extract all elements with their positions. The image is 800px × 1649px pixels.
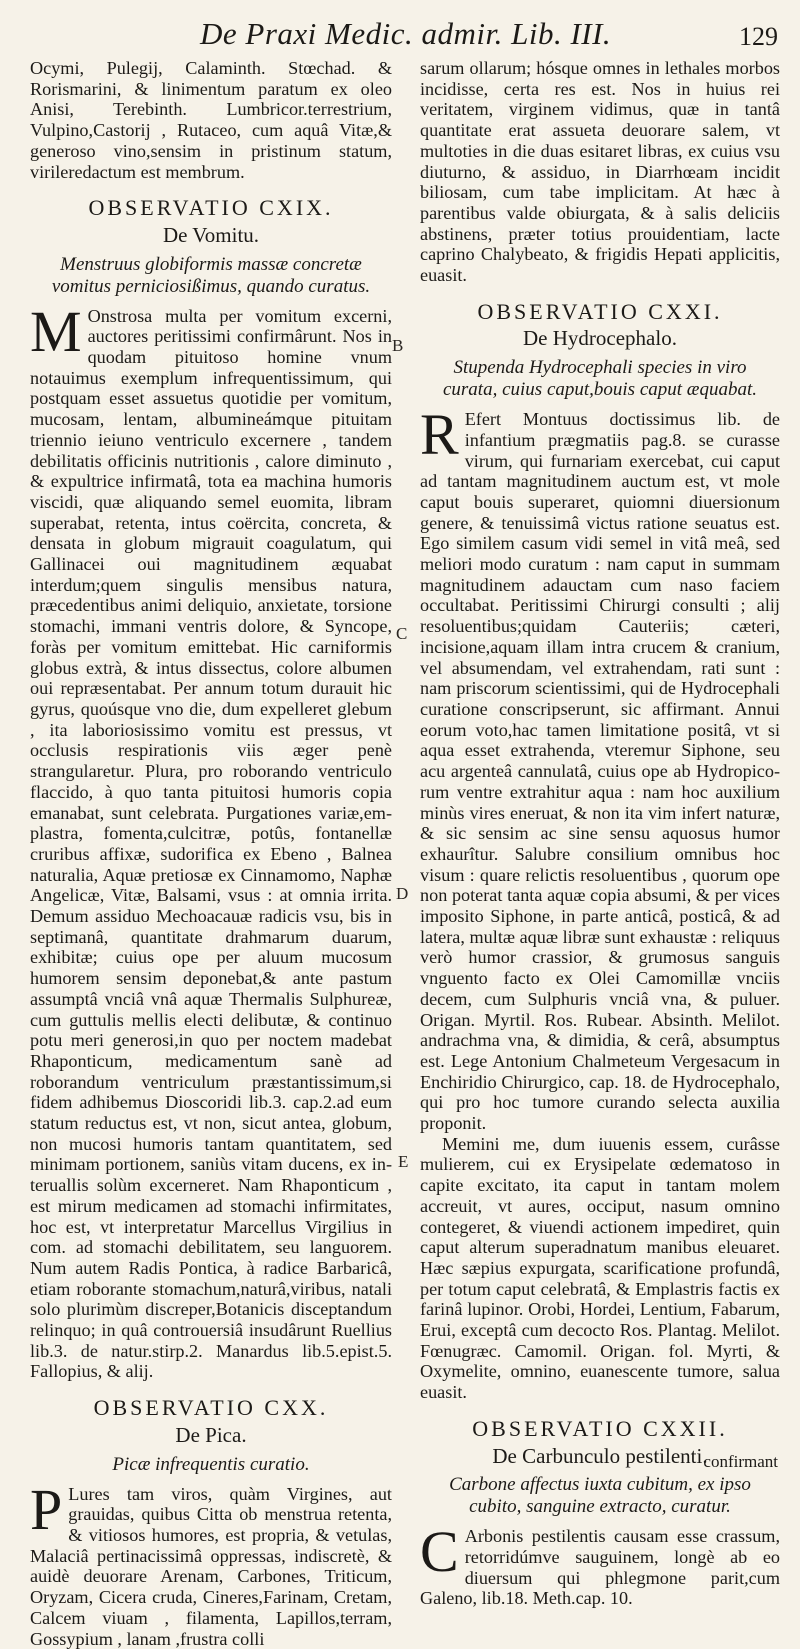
drop-cap: M <box>30 298 82 364</box>
observation-heading: OBSERVATIO CXXI. <box>477 298 723 324</box>
margin-letter-c: C <box>396 624 408 643</box>
observation-lemma: Stupenda Hydrocephali species in viro curata, cuius caput,bouis caput æquabat. <box>442 357 757 401</box>
observation-lemma: Picæ infrequentis curatio. <box>112 1453 310 1475</box>
catchword: confirmant <box>703 1452 778 1471</box>
observation-body-continued: Memini me, dum iuuenis essem, curâsse mulierem, cui ex Erysipelate œdematoso in capite excitato, ita caput in tantam molem accreuit, vt aures, occiput, nasum omnino contegeret, & viuendi actionem impediret, quin caput alterum superadnatum manibus eleuaret. Hæc sæpius expurgata, scarificatione profundâ, per totum caput celebratâ, & Emplastris factis ex farinâ lupinor. Orobi, Hordei, Lentium, Fabarum, Erui, exceptâ cum decocto Ros. Plantag. Melilot. Fœnugræc. Camomil. Origan. fol. Myrti, & Oxymelite, omnino, euanescente tumore, salua euasit. <box>420 1133 780 1403</box>
drop-cap: R <box>420 402 459 468</box>
body-text: Onstrosa multa per vomitum excerni, auctores peritissimi confirmârunt. Nos in quodam pituitoso homine vnum notauimus exemplum infrequentissimum, qui postquam esset assuetus quotidie per vomitum, mucosam, lentam, albumineámque pituitam triennio ieiuno ventriculo excernere , tandem debilitatis officinis nutritionis , calore diminuto , & expultrice infirmatâ, tota ea machina humoris viscidi, quæ aliquando semel euomita, libram superabat, retenta, intus coërcita, concreta, & densata in globum migrauit coagulatum, qui Gallinacei oui magnitudinem æquabat interdum;quem singulis mensibus natura, præcedentibus animi deliquio, anxietate, torsione stomachi, immani ventris dolore, & Syncope, foràs per vomitum emittebat. Hic carniformis globus extrà, & intus dissectus, colore albumen oui repræsentabat. Per annum totum durauit hic gyrus, quoúsque vno die, dum expelleret glebum , ita laboriosissimo vomitu est pressus, vt occlusis respirationis viis æger penè strangularetur. Plura, pro roborando ventriculo flaccido, à quo tanta pituitosi humoris copia emanabat, sunt celebrata. Purgationes variæ,emplastra, fomenta,culcitræ, potûs, fontanellæ cruribus affixæ, sudorifica ex Ebeno , Balnea naturalia, Aquæ pretiosæ ex Cinnamomo, Naphæ Angelicæ, Vitæ, Balsami, vsus : at omnia irrita. Demum assiduo Mechoacauæ radicis vsu, bis in septimanâ, quantitate drahmarum duarum, exhibitæ; cuius ope per aluum mucosum humorem sensim deponebat,& ante pastum assumptâ vnciâ vnâ aquæ Thermalis Sulphureæ, cum guttulis mellis electi delibutæ, & continuo potu meri generosi,in quo per noctem madebat Rhaponticum, medicamentum sanè ad roborandum ventriculum præstantissimum,si fidem adhibemus Dioscoridi lib.3. cap.2.ad eum statum reductus est, vt non, sicut antea, globum, non mucosi humoris tantam quantitatem, sed minimam portionem, saniùs vitam ducens, ex interuallis solùm excerneret. Nam Rhaponticum , est mirum medicamen ad stomachi infirmitates, hoc est, vt interpretatur Marcellus Virgilius in com. ad stomachi debilitatem, seu languorem. Num autem Radis Pontica, à radice Barbaricâ, etiam roborante stomachum,naturâ,viribus, natali solo plurimùm discreper,Botanicis disceptandum relinquo; in quâ controuersiâ insudârunt Ruellius lib.3. de natur.stirp.2. Manardus lib.5.epist.5. Fallopius, & alij. <box>30 305 392 1382</box>
observation-subtitle: De Carbunculo pestilenti. <box>492 1443 708 1468</box>
right-column <box>420 58 780 1609</box>
page-number: 129 <box>739 22 778 51</box>
observation-subtitle: De Hydrocephalo. <box>523 326 677 351</box>
margin-letter-e: E <box>398 1152 409 1171</box>
margin-letter-b: B <box>392 336 404 355</box>
running-title: De Praxi Medic. admir. Lib. III. <box>200 16 612 51</box>
body-text: Efert Montuus doctissimus lib. de infantium prægmatiis pag.8. se curasse virum, qui furnariam exercebat, cui caput ad tantam magnitudinem auctum est, vt mole caput bouis superaret, quiomni diuersionum genere, & tenuissimâ victus ratione seuatus est. Ego similem casum vidi semel in vitâ meâ, sed meliori modo curatum : nam caput in summam magnitudinem adauctam cum naso faciem occultabat. Peritissimi Chirurgi consulti ; alij resoluentibus;quidam Cauteriis; cæteri, incisione,aquam illam intra crucem & cranium, vel absumendam, vel extrahendam, rati sunt : nam priscorum scientissimi, qui de Hydrocephali curatione conscripserunt, sic affirmant. Annui eorum voto,hac tamen limitatione positâ, vt si aqua esset extrahenda, vteremur Siphone, seu acu argenteâ cannulatâ, cuius ope ab Hydropicorum ventre extrahitur aqua : nam hoc auxilium minùs vires eneruat, & non ita vim infert naturæ, & sic sensim ac sine sensu aquosus humor exhaurîtur. Salubre consilium omnibus hoc visum : quare relictis resoluentibus , quorum ope non poterat tanta aquæ copia absumi, & per vices imposito Siphone, in parte anticâ, posticâ, & ad latera, multæ aquæ libræ sunt exhaustæ : reliquus verò humor crassior, & grumosus sanguis vnguento facto ex Olei Camomillæ vnciis decem, cum Sulphuris vnciâ vna, & puluer. Origan. Myrtil. Ros. Rubear. Absinth. Melilot. andrachma vna, & dimidia, & cerâ, absumptus est. Lege Antonium Chalmeteum Vergesacum in Enchiridio Chirurgico, cap. 18. de Hydrocephalo, qui pro hoc tumore curando selecta auxilia proponit. <box>420 409 780 1134</box>
observation-body <box>420 1519 780 1609</box>
body-text: Lures tam viros, quàm Virgines, aut grauidas, quibus Citta ob menstrua retenta, & vitiosos humores, est propria, & vetulas, Malaciâ pertinacissimâ oppressas, indiscretè, & auidè deuorare Arenam, Carbones, Triticum, Oryzam, Cicera cruda, Cineres,Farinam, Cretam, Calcem viuam , filamenta, Lapillos,terram, Gossypium , lanam ,frustra colli <box>30 1483 392 1649</box>
body-text: Arbonis pestilentis causam esse crassum, retorridúmve sauguinem, longè ab eo diuersum qui phlegmone parit,cum Galeno, lib.18. Meth.cap. 10. <box>420 1526 780 1609</box>
observation-body <box>30 1476 392 1649</box>
observation-heading: OBSERVATIO CXXII. <box>472 1415 728 1441</box>
observation-body <box>420 402 780 1134</box>
observation-body <box>30 298 392 1383</box>
observation-lemma: Carbone affectus iuxta cubitum, ex ipso cubito, sanguine extracto, curatur. <box>449 1474 751 1518</box>
continuation-paragraph: sarum ollarum; hósque omnes in lethales morbos incidisse, certa res est. Nos in huius rei veritatem, virginem vidimus, quæ in tantâ quantitate erat assueta deuorare salem, vt multoties in die duas esitaret libras, ex cuius vsu diuturno, & assiduo, in Diarrhœam incidit biliosam, cum tabe implicitam. At hæc à parentibus valde obiurgata, & à salis deliciis abstinens, præter totius prouidentiam, lacte caprino Chalybeato, & frigidis Hepati applicitis, euasit. <box>420 58 780 286</box>
observation-heading: OBSERVATIO CXIX. <box>88 195 334 221</box>
observation-lemma: Menstruus globiformis massæ concretæ vomitus perniciosißimus, quando curatus. <box>51 253 371 297</box>
margin-letter-d: D <box>396 884 409 903</box>
observation-subtitle: De Vomitu. <box>162 222 260 247</box>
continuation-paragraph: Ocymi, Pulegij, Calaminth. Stœchad. & Rorismarini, & linimentum paratum ex oleo Anisi, Terebinth. Lumbricor.terrestrium, Vulpino,Castorij , Rutaceo, cum aquâ Vitæ,& generoso vino,sensim in pristinum statum, virileredactum est membrum. <box>30 58 392 182</box>
observation-heading: OBSERVATIO CXX. <box>93 1395 329 1421</box>
drop-cap: P <box>30 1476 63 1542</box>
drop-cap: C <box>420 1519 459 1585</box>
left-column <box>30 58 392 1649</box>
running-header <box>0 12 800 56</box>
observation-subtitle: De Pica. <box>175 1422 247 1447</box>
